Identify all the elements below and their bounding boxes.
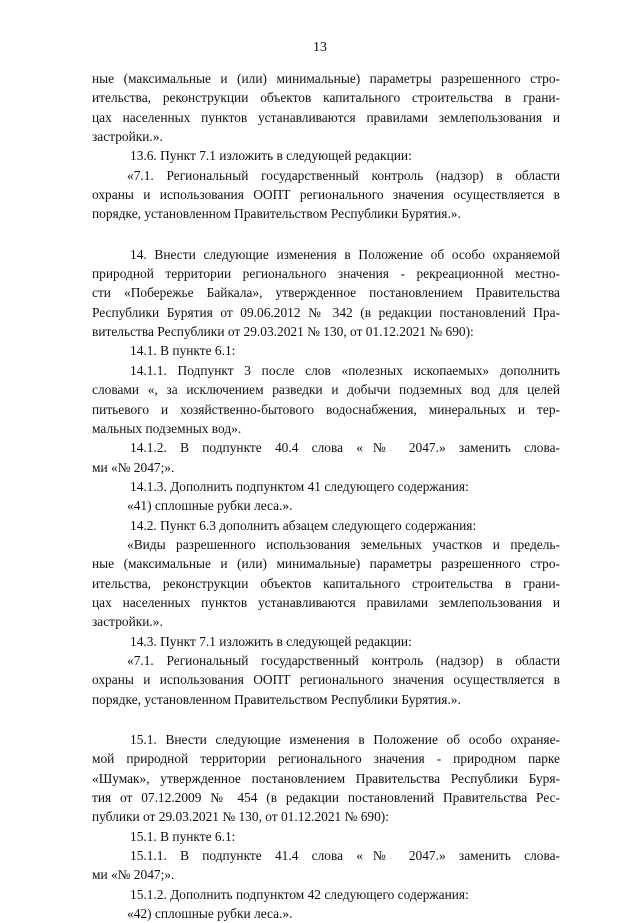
text-line: 14. Внести следующие изменения в Положение об особо охраняемой xyxy=(130,246,560,262)
text-line: порядке, установленном Правительством Республики Бурятия.». xyxy=(92,206,461,222)
text-line: 14.2. Пункт 6.3 дополнить абзацем следующего содержания: xyxy=(130,517,477,533)
text-line: ительства, реконструкции объектов капитального строительства в грани- xyxy=(92,90,560,106)
text-line: «Виды разрешенного использования земельных участков и предель- xyxy=(127,536,560,552)
text-line: тия от 07.12.2009 № 454 (в редакции постановлений Правительства Рес- xyxy=(92,790,560,806)
text-line: 13.6. Пункт 7.1 изложить в следующей редакции: xyxy=(130,148,412,164)
document-body xyxy=(92,69,560,923)
text-line: 15.1.2. Дополнить подпунктом 42 следующего содержания: xyxy=(130,886,469,902)
text-line: ми «№ 2047;». xyxy=(92,459,175,475)
text-line: словами «, за исключением разведки и добычи подземных вод для целей xyxy=(92,382,560,398)
text-line: 14.3. Пункт 7.1 изложить в следующей редакции: xyxy=(130,633,412,649)
text-line: питьевого и хозяйственно-бытового водоснабжения, минеральных и тер- xyxy=(92,401,560,417)
paragraph-spacer xyxy=(92,224,560,245)
text-line: «7.1. Региональный государственный контроль (надзор) в области xyxy=(127,652,560,668)
text-line: охраны и использования ООПТ регионального значения осуществляется в xyxy=(92,672,560,688)
text-line: вительства Республики от 29.03.2021 № 130, от 01.12.2021 № 690): xyxy=(92,324,474,340)
text-line: Республики Бурятия от 09.06.2012 № 342 (в редакции постановлений Пра- xyxy=(92,304,560,320)
text-line: 15.1.1. В подпункте 41.4 слова «№ 2047.» заменить слова- xyxy=(130,848,560,864)
text-line: ные (максимальные и (или) минимальные) параметры разрешенного стро- xyxy=(92,71,560,86)
text-line: 15.1. Внести следующие изменения в Положение об особо охраняе- xyxy=(130,732,560,747)
text-line: 15.1. В пункте 6.1: xyxy=(130,828,236,844)
text-line: застройки.». xyxy=(92,129,163,145)
page-number: 13 xyxy=(313,40,327,55)
text-line: ми «№ 2047;». xyxy=(92,867,175,883)
text-line: цах населенных пунктов устанавливаются правилами землепользования и xyxy=(92,594,560,610)
text-line: ительства, реконструкции объектов капитального строительства в грани- xyxy=(92,575,560,591)
text-line: природной территории регионального значения - рекреационной местно- xyxy=(92,266,560,282)
text-line: мой природной территории регионального значения - природном парке xyxy=(92,751,560,767)
text-line: «Шумак», утвержденное постановлением Правительства Республики Буря- xyxy=(92,770,560,786)
text-line: ные (максимальные и (или) минимальные) параметры разрешенного стро- xyxy=(92,556,560,572)
text-line: публики от 29.03.2021 № 130, от 01.12.2021 № 690): xyxy=(92,809,389,825)
text-line: сти «Побережье Байкала», утвержденное постановлением Правительства xyxy=(92,285,560,301)
paragraph-spacer xyxy=(92,709,560,730)
text-line: охраны и использования ООПТ регионального значения осуществляется в xyxy=(92,187,560,203)
text-line: «42) сплошные рубки леса.». xyxy=(127,906,293,922)
text-line: 14.1.3. Дополнить подпунктом 41 следующего содержания: xyxy=(130,478,469,494)
text-line: 14.1.2. В подпункте 40.4 слова «№ 2047.» заменить слова- xyxy=(130,440,560,456)
text-line: 14.1. В пункте 6.1: xyxy=(130,343,236,359)
text-line: цах населенных пунктов устанавливаются правилами землепользования и xyxy=(92,109,560,125)
text-line: 14.1.1. Подпункт 3 после слов «полезных ископаемых» дополнить xyxy=(130,362,560,378)
text-line: «7.1. Региональный государственный контроль (надзор) в области xyxy=(127,167,560,183)
text-line: порядке, установленном Правительством Республики Бурятия.». xyxy=(92,691,461,707)
text-line: «41) сплошные рубки леса.». xyxy=(127,498,293,514)
text-line: застройки.». xyxy=(92,614,163,630)
text-line: мальных подземных вод». xyxy=(92,420,242,436)
